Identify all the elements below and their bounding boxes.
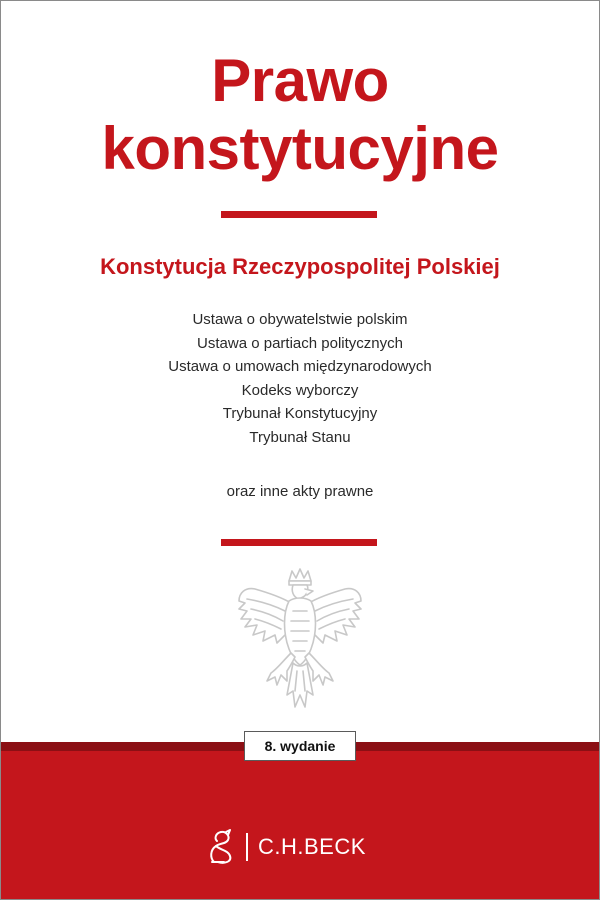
publisher-divider (246, 833, 248, 861)
bottom-divider-rule (221, 539, 377, 546)
acts-list (1, 308, 599, 450)
subtitle: Konstytucja Rzeczypospolitej Polskiej (100, 254, 500, 279)
acts-list-item: Ustawa o partiach politycznych (197, 334, 403, 352)
acts-list-item: Trybunał Stanu (249, 428, 351, 446)
acts-list-item: Ustawa o umowach międzynarodowych (168, 358, 432, 376)
publisher-mark (206, 827, 366, 867)
acts-list-item: Trybunał Konstytucyjny (222, 405, 378, 423)
white-eagle-icon (231, 567, 369, 717)
top-divider-rule (221, 211, 377, 218)
publisher-band (1, 751, 599, 899)
title-line-1: Prawo (211, 47, 389, 114)
acts-list-item: Ustawa o obywatelstwie polskim (192, 311, 408, 328)
acts-list-item: Kodeks wyborczy (241, 381, 359, 399)
edition-badge: 8. wydanie (244, 731, 356, 761)
other-acts-note: oraz inne akty prawne (226, 483, 374, 500)
publisher-name: C.H.BECK (258, 834, 366, 859)
title-line-2: konstytucyjne (101, 115, 499, 182)
beck-logo-icon (206, 828, 236, 866)
